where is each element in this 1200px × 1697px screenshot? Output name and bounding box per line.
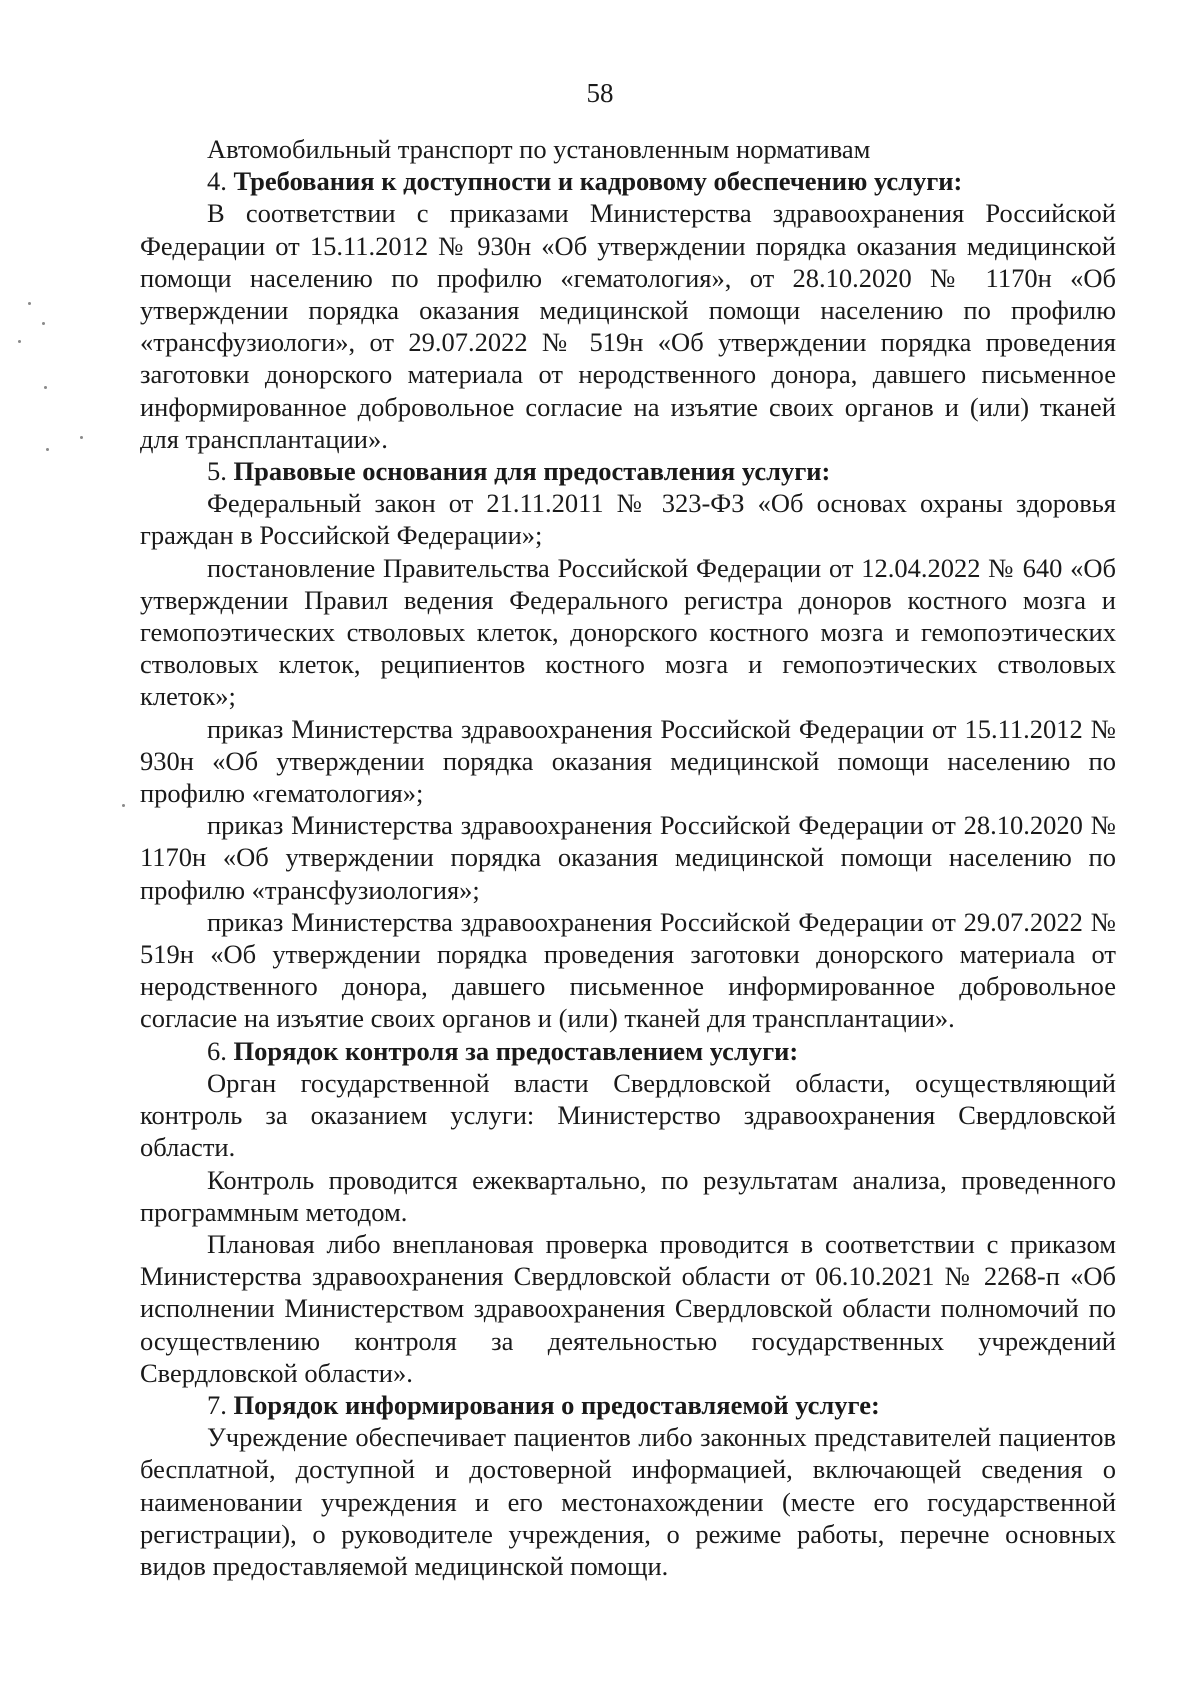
section-number: 6.: [207, 1035, 227, 1066]
paragraph-accessibility: В соответствии с приказами Министерства здравоохранения Российской Федерации от 15.11.2012 № 930н «Об утверждении порядка оказания медицинской помощи населению по профилю «гематология», от 28.10.2020 № 1170н «Об утверждении порядка оказания медицинской помощи населению по профилю «трансфузиологи», от 29.07.2022 № 519н «Об утверждении порядка проведения заготовки донорского материала от неродственного донора, давшего письменное информированное добровольное согласие на изъятие своих органов и (или) тканей для трансплантации».: [140, 198, 1116, 454]
paragraph-order-519n: приказ Министерства здравоохранения Российской Федерации от 29.07.2022 № 519н «Об утверждении порядка проведения заготовки донорского материала от неродственного донора, давшего письменное информированное добровольное согласие на изъятие своих органов и (или) тканей для трансплантации».: [140, 906, 1116, 1034]
paragraph-inspection: Плановая либо внеплановая проверка проводится в соответствии с приказом Министерства здравоохранения Свердловской области от 06.10.2021 № 2268-п «Об исполнении Министерством здравоохранения Свердловской области полномочий по осуществлению контроля за деятельностью государственных учреждений Свердловской области».: [140, 1228, 1116, 1388]
paragraph-order-1170n: приказ Министерства здравоохранения Российской Федерации от 28.10.2020 № 1170н «Об утверждении порядка оказания медицинской помощи населению по профилю «трансфузиология»;: [140, 810, 1116, 905]
paragraph-transport: Автомобильный транспорт по установленным нормативам: [207, 134, 871, 164]
scan-speck: [18, 340, 21, 343]
scan-speck: [122, 804, 125, 807]
section-heading-6: [140, 1035, 1116, 1067]
section-number: 5.: [207, 456, 227, 487]
section-title: Требования к доступности и кадровому обеспечению услуги:: [233, 166, 963, 197]
scan-speck: [44, 386, 47, 389]
section-heading-4: [140, 165, 1116, 197]
paragraph-control-authority: Орган государственной власти Свердловской области, осуществляющий контроль за оказанием услуги: Министерство здравоохранения Свердловской области.: [140, 1067, 1116, 1163]
scan-speck: [80, 436, 83, 439]
paragraph-informing: Учреждение обеспечивает пациентов либо законных представителей пациентов бесплатной, доступной и достоверной информацией, включающей сведения о наименовании учреждения и его местонахождении (месте его государственной регистрации), о руководителе учреждения, о режиме работы, перечне основных видов предоставляемой медицинской помощи.: [140, 1422, 1116, 1581]
paragraph-control-frequency: Контроль проводится ежеквартально, по результатам анализа, проведенного программным методом.: [140, 1164, 1116, 1227]
paragraph-order-930n: приказ Министерства здравоохранения Российской Федерации от 15.11.2012 № 930н «Об утверждении порядка оказания медицинской помощи населению по профилю «гематология»;: [140, 713, 1116, 809]
scan-speck: [42, 322, 45, 325]
page-number: 58: [586, 78, 614, 108]
section-title: Порядок информирования о предоставляемой услуге:: [233, 1389, 880, 1420]
section-number: 7.: [207, 1389, 227, 1420]
paragraph-government-resolution: постановление Правительства Российской Федерации от 12.04.2022 № 640 «Об утверждении Правил ведения Федерального регистра доноров костного мозга и гемопоэтических стволовых клеток, донорского костного мозга и гемопоэтических стволовых клеток, реципиентов костного мозга и гемопоэтических стволовых клеток»;: [140, 552, 1116, 712]
section-title: Порядок контроля за предоставлением услуги:: [233, 1035, 799, 1066]
document-body: [140, 133, 1116, 1582]
section-heading-5: [140, 455, 1116, 487]
section-heading-7: [140, 1389, 1116, 1421]
scan-speck: [28, 302, 31, 305]
scan-speck: [46, 448, 49, 451]
paragraph-federal-law: Федеральный закон от 21.11.2011 № 323-ФЗ «Об основах охраны здоровья граждан в Российской Федерации»;: [140, 488, 1116, 551]
section-number: 4.: [207, 166, 227, 197]
section-title: Правовые основания для предоставления услуги:: [233, 456, 831, 487]
